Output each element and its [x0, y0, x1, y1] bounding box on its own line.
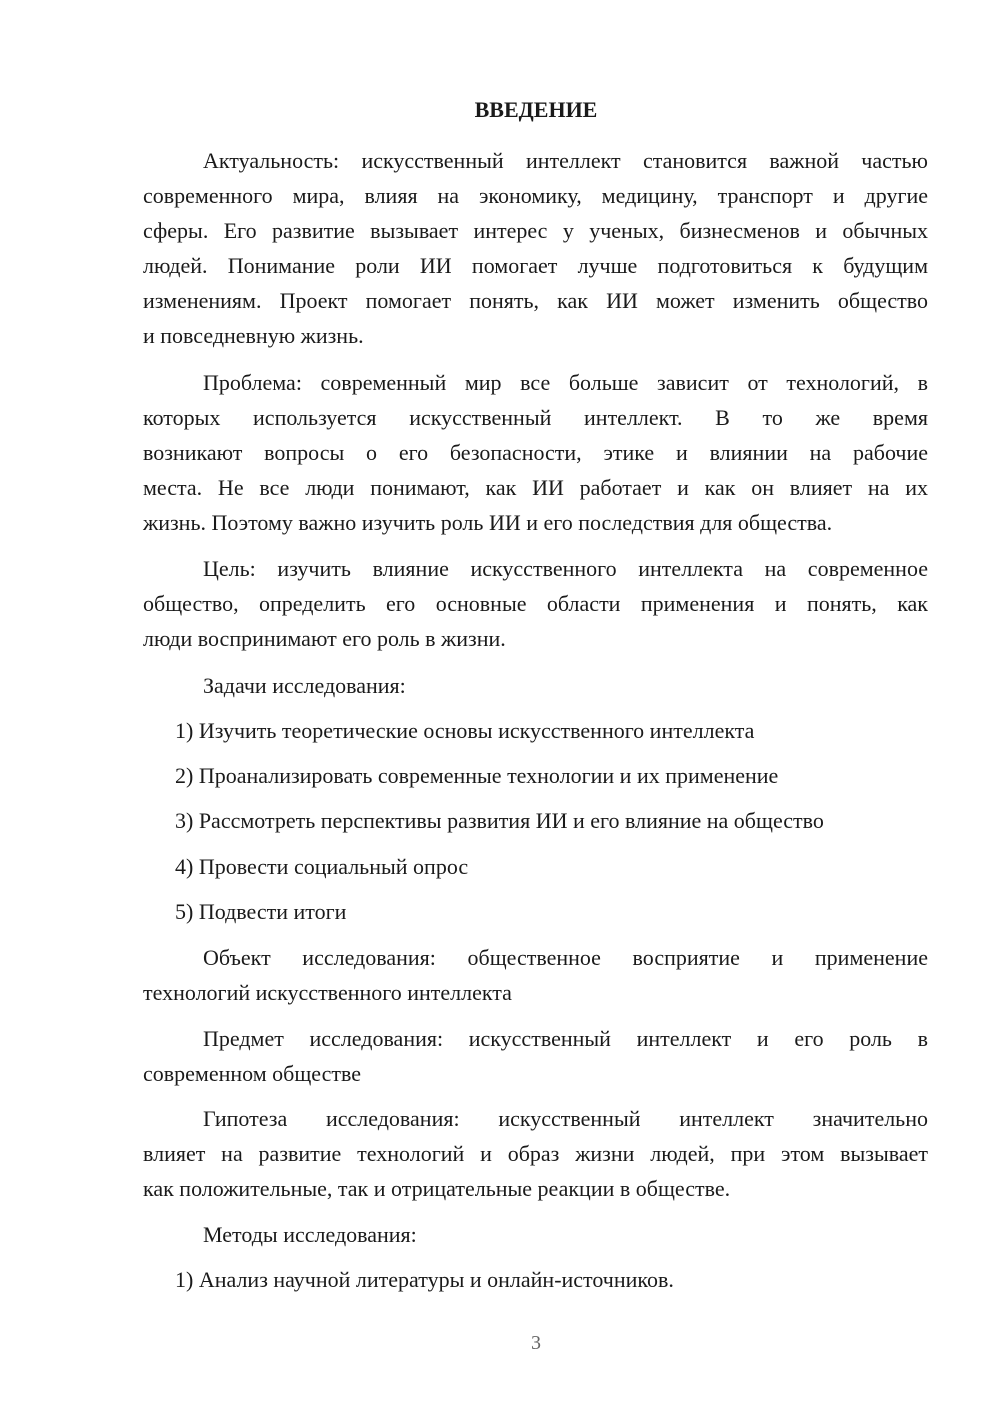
subject-paragraph: [143, 1021, 928, 1091]
object-paragraph: [143, 940, 928, 1010]
task-item: 2) Проанализировать современные технологии и их применение: [175, 763, 779, 788]
text-line: современного мира, влияя на экономику, медицину, транспорт и другие: [143, 183, 928, 208]
text-line: общество, определить его основные области применения и понять, как: [143, 591, 928, 616]
text-line: которых используется искусственный интеллект. В то же время: [143, 405, 928, 430]
page-number: 3: [531, 1332, 541, 1354]
text-line: Проблема: современный мир все больше зависит от технологий, в: [203, 370, 928, 395]
problem-paragraph: [143, 365, 928, 540]
text-line: Цель: изучить влияние искусственного интеллекта на современное: [203, 556, 928, 581]
text-line: возникают вопросы о его безопасности, этике и влиянии на рабочие: [143, 440, 928, 465]
method-item: 1) Анализ научной литературы и онлайн-источников.: [175, 1267, 674, 1292]
text-line: влияет на развитие технологий и образ жизни людей, при этом вызывает: [143, 1141, 928, 1166]
text-line: места. Не все люди понимают, как ИИ работает и как он влияет на их: [143, 475, 928, 500]
text-line: Актуальность: искусственный интеллект становится важной частью: [203, 148, 928, 173]
section-title: ВВЕДЕНИЕ: [474, 97, 598, 122]
text-line: Гипотеза исследования: искусственный интеллект значительно: [203, 1106, 928, 1131]
text-line: и повседневную жизнь.: [143, 323, 364, 348]
text-line: Предмет исследования: искусственный интеллект и его роль в: [203, 1026, 928, 1051]
text-line: люди воспринимают его роль в жизни.: [143, 626, 506, 651]
goal-paragraph: [143, 551, 928, 656]
relevance-paragraph: [143, 143, 928, 353]
text-line: Объект исследования: общественное восприятие и применение: [203, 945, 928, 970]
task-item: 4) Провести социальный опрос: [175, 854, 469, 879]
task-item: 3) Рассмотреть перспективы развития ИИ и его влияние на общество: [175, 808, 824, 833]
text-line: Задачи исследования:: [203, 673, 406, 698]
text-line: Методы исследования:: [203, 1222, 417, 1247]
tasks-heading: [143, 668, 928, 703]
task-item: 5) Подвести итоги: [175, 899, 347, 924]
hypothesis-paragraph: [143, 1101, 928, 1206]
text-line: технологий искусственного интеллекта: [143, 980, 512, 1005]
methods-heading: [143, 1217, 928, 1252]
text-line: сферы. Его развитие вызывает интерес у ученых, бизнесменов и обычных: [143, 218, 928, 243]
task-item: 1) Изучить теоретические основы искусственного интеллекта: [175, 718, 755, 743]
text-line: изменениям. Проект помогает понять, как ИИ может изменить общество: [143, 288, 928, 313]
text-line: современном обществе: [143, 1061, 362, 1086]
text-line: жизнь. Поэтому важно изучить роль ИИ и его последствия для общества.: [143, 510, 833, 535]
text-line: людей. Понимание роли ИИ помогает лучше подготовиться к будущим: [143, 253, 928, 278]
text-line: как положительные, так и отрицательные реакции в обществе.: [143, 1176, 731, 1201]
